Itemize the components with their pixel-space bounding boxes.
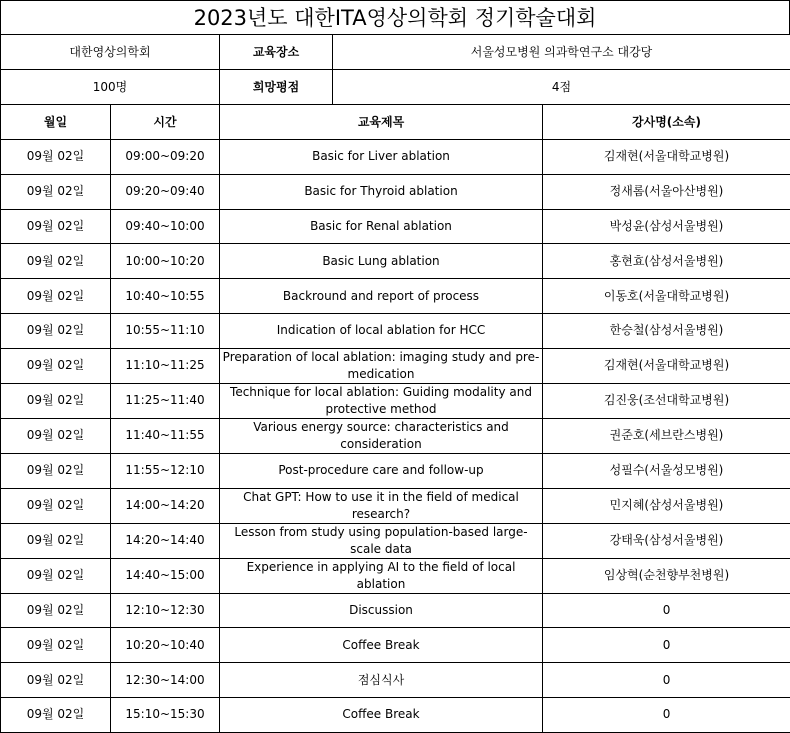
score-label: 희망평점 [220, 70, 333, 105]
header-row [1, 105, 790, 140]
row-date: 09월 02일 [1, 209, 111, 244]
row-subject: Preparation of local ablation: imaging study and pre-medication [220, 348, 543, 383]
row-subject: Basic Lung ablation [220, 244, 543, 279]
table-row [1, 697, 790, 732]
row-date: 09월 02일 [1, 383, 111, 418]
row-lecturer: 0 [543, 593, 790, 628]
row-subject: Chat GPT: How to use it in the field of medical research? [220, 488, 543, 523]
row-time: 12:30~14:00 [111, 663, 220, 698]
row-date: 09월 02일 [1, 418, 111, 453]
row-time: 10:20~10:40 [111, 628, 220, 663]
row-subject: Discussion [220, 593, 543, 628]
row-subject: Backround and report of process [220, 279, 543, 314]
table-row [1, 558, 790, 593]
row-lecturer: 민지혜(삼성서울병원) [543, 488, 790, 523]
row-lecturer: 이동호(서울대학교병원) [543, 279, 790, 314]
header-lecturer: 강사명(소속) [543, 105, 790, 140]
row-time: 12:10~12:30 [111, 593, 220, 628]
table-row [1, 313, 790, 348]
row-lecturer: 0 [543, 697, 790, 732]
row-subject: Coffee Break [220, 628, 543, 663]
row-subject: Indication of local ablation for HCC [220, 313, 543, 348]
row-time: 14:00~14:20 [111, 488, 220, 523]
table-row [1, 279, 790, 314]
table-row [1, 140, 790, 175]
table-row [1, 209, 790, 244]
table-row [1, 663, 790, 698]
row-date: 09월 02일 [1, 279, 111, 314]
row-lecturer: 강태욱(삼성서울병원) [543, 523, 790, 558]
info-row-score [1, 70, 790, 105]
row-time: 09:20~09:40 [111, 174, 220, 209]
capacity-value: 100명 [1, 70, 220, 105]
row-subject: Various energy source: characteristics and consideration [220, 418, 543, 453]
row-lecturer: 김재현(서울대학교병원) [543, 140, 790, 175]
row-date: 09월 02일 [1, 140, 111, 175]
row-time: 14:40~15:00 [111, 558, 220, 593]
row-time: 14:20~14:40 [111, 523, 220, 558]
table-row [1, 488, 790, 523]
row-lecturer: 0 [543, 628, 790, 663]
row-time: 09:00~09:20 [111, 140, 220, 175]
row-time: 09:40~10:00 [111, 209, 220, 244]
header-date: 월일 [1, 105, 111, 140]
row-date: 09월 02일 [1, 558, 111, 593]
row-date: 09월 02일 [1, 244, 111, 279]
table-row [1, 418, 790, 453]
row-date: 09월 02일 [1, 313, 111, 348]
row-subject: Experience in applying AI to the field of local ablation [220, 558, 543, 593]
table-row [1, 244, 790, 279]
table-row [1, 453, 790, 488]
row-time: 11:40~11:55 [111, 418, 220, 453]
row-lecturer: 김재현(서울대학교병원) [543, 348, 790, 383]
row-date: 09월 02일 [1, 593, 111, 628]
row-date: 09월 02일 [1, 453, 111, 488]
row-date: 09월 02일 [1, 174, 111, 209]
row-subject: Lesson from study using population-based large-scale data [220, 523, 543, 558]
row-subject: Technique for local ablation: Guiding modality and protective method [220, 383, 543, 418]
header-subject: 교육제목 [220, 105, 543, 140]
row-subject: 점심식사 [220, 663, 543, 698]
row-subject: Coffee Break [220, 697, 543, 732]
info-row-organizer [1, 35, 790, 70]
row-time: 11:10~11:25 [111, 348, 220, 383]
table-row [1, 348, 790, 383]
row-lecturer: 권준호(세브란스병원) [543, 418, 790, 453]
venue-value: 서울성모병원 의과학연구소 대강당 [333, 35, 790, 70]
row-date: 09월 02일 [1, 348, 111, 383]
score-value: 4점 [333, 70, 790, 105]
row-time: 10:40~10:55 [111, 279, 220, 314]
row-date: 09월 02일 [1, 628, 111, 663]
page-title: 2023년도 대한ITA영상의학회 정기학술대회 [0, 0, 790, 34]
row-lecturer: 임상혁(순천향부천병원) [543, 558, 790, 593]
row-time: 10:00~10:20 [111, 244, 220, 279]
row-time: 11:55~12:10 [111, 453, 220, 488]
row-lecturer: 김진웅(조선대학교병원) [543, 383, 790, 418]
table-row [1, 174, 790, 209]
row-subject: Basic for Renal ablation [220, 209, 543, 244]
row-date: 09월 02일 [1, 697, 111, 732]
row-time: 15:10~15:30 [111, 697, 220, 732]
table-row [1, 523, 790, 558]
table-row [1, 383, 790, 418]
table-row [1, 628, 790, 663]
row-date: 09월 02일 [1, 488, 111, 523]
row-time: 10:55~11:10 [111, 313, 220, 348]
header-time: 시간 [111, 105, 220, 140]
row-lecturer: 홍현효(삼성서울병원) [543, 244, 790, 279]
row-lecturer: 성필수(서울성모병원) [543, 453, 790, 488]
organizer-value: 대한영상의학회 [1, 35, 220, 70]
row-lecturer: 박성윤(삼성서울병원) [543, 209, 790, 244]
row-lecturer: 정새롬(서울아산병원) [543, 174, 790, 209]
row-date: 09월 02일 [1, 523, 111, 558]
row-subject: Basic for Liver ablation [220, 140, 543, 175]
row-subject: Post-procedure care and follow-up [220, 453, 543, 488]
row-date: 09월 02일 [1, 663, 111, 698]
row-lecturer: 한승철(삼성서울병원) [543, 313, 790, 348]
table-row [1, 593, 790, 628]
row-lecturer: 0 [543, 663, 790, 698]
row-time: 11:25~11:40 [111, 383, 220, 418]
row-subject: Basic for Thyroid ablation [220, 174, 543, 209]
schedule-table [0, 34, 790, 733]
venue-label: 교육장소 [220, 35, 333, 70]
